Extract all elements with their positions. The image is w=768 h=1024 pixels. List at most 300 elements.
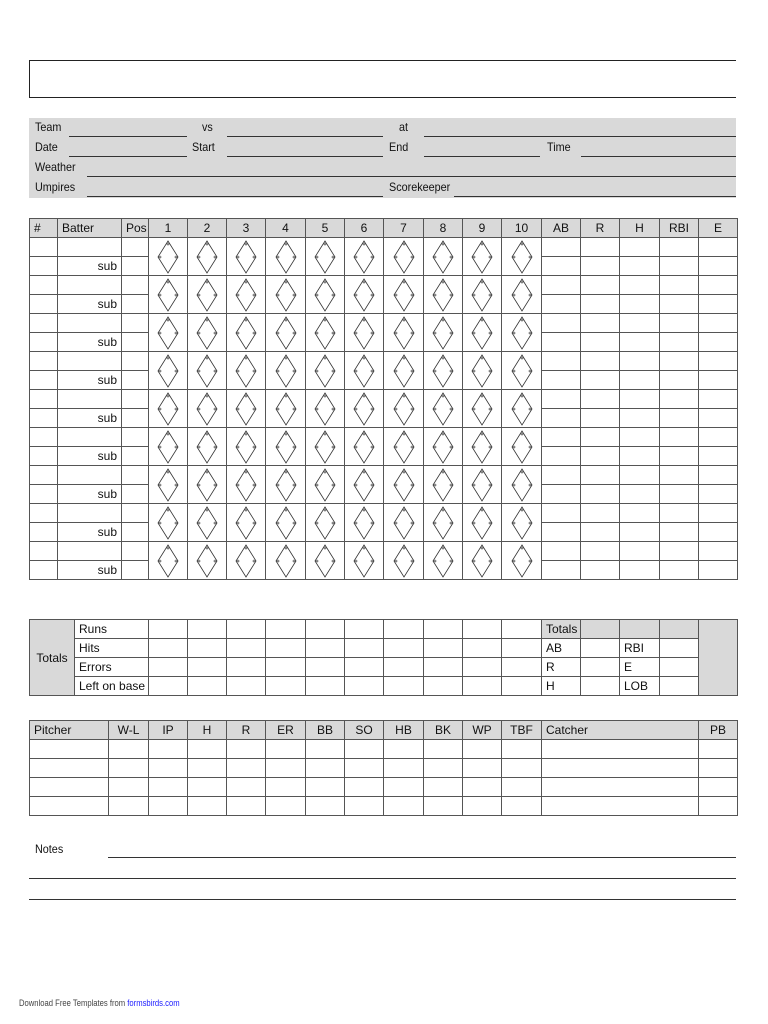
pitching-cell[interactable]	[502, 759, 542, 778]
inning-total-cell[interactable]	[463, 658, 502, 677]
inning-total-cell[interactable]	[227, 658, 266, 677]
stat-cell[interactable]	[542, 504, 581, 523]
inning-cell[interactable]	[227, 390, 266, 428]
inning-cell[interactable]	[227, 314, 266, 352]
inning-cell[interactable]	[227, 466, 266, 504]
position-cell[interactable]	[122, 295, 149, 314]
stat-cell[interactable]	[581, 409, 620, 428]
inning-cell[interactable]	[188, 238, 227, 276]
stat-cell[interactable]	[620, 352, 660, 371]
inning-cell[interactable]	[188, 466, 227, 504]
inning-cell[interactable]	[345, 352, 384, 390]
pitching-cell[interactable]	[149, 740, 188, 759]
inning-cell[interactable]	[463, 238, 502, 276]
position-cell[interactable]	[122, 428, 149, 447]
stat-cell[interactable]	[620, 485, 660, 504]
stat-cell[interactable]	[620, 333, 660, 352]
position-cell[interactable]	[122, 466, 149, 485]
inning-cell[interactable]	[188, 390, 227, 428]
pitching-cell[interactable]	[384, 778, 424, 797]
stat-cell[interactable]	[699, 352, 738, 371]
inning-cell[interactable]	[502, 314, 542, 352]
pitching-cell[interactable]	[266, 740, 306, 759]
pitching-cell[interactable]	[345, 778, 384, 797]
position-cell[interactable]	[122, 371, 149, 390]
inning-cell[interactable]	[149, 504, 188, 542]
stat-cell[interactable]	[660, 371, 699, 390]
stat-cell[interactable]	[542, 371, 581, 390]
sub-name-cell[interactable]: sub	[58, 295, 122, 314]
stat-cell[interactable]	[620, 295, 660, 314]
position-cell[interactable]	[122, 504, 149, 523]
inning-total-cell[interactable]	[306, 639, 345, 658]
pitching-cell[interactable]	[542, 759, 699, 778]
team-field[interactable]	[69, 136, 187, 137]
inning-cell[interactable]	[502, 390, 542, 428]
inning-cell[interactable]	[463, 390, 502, 428]
inning-cell[interactable]	[384, 314, 424, 352]
pitching-cell[interactable]	[30, 740, 109, 759]
inning-cell[interactable]	[306, 314, 345, 352]
inning-cell[interactable]	[502, 428, 542, 466]
inning-cell[interactable]	[306, 352, 345, 390]
inning-cell[interactable]	[266, 390, 306, 428]
inning-total-cell[interactable]	[306, 620, 345, 639]
inning-cell[interactable]	[502, 542, 542, 580]
inning-total-cell[interactable]	[502, 639, 542, 658]
pitching-cell[interactable]	[384, 759, 424, 778]
stat-cell[interactable]	[620, 523, 660, 542]
stat-cell[interactable]	[699, 523, 738, 542]
inning-total-cell[interactable]	[463, 677, 502, 696]
pitching-cell[interactable]	[266, 797, 306, 816]
stat-cell[interactable]	[581, 333, 620, 352]
inning-total-cell[interactable]	[345, 677, 384, 696]
inning-cell[interactable]	[306, 542, 345, 580]
inning-cell[interactable]	[188, 314, 227, 352]
pitching-cell[interactable]	[30, 797, 109, 816]
pitching-cell[interactable]	[188, 778, 227, 797]
inning-cell[interactable]	[345, 428, 384, 466]
pitching-cell[interactable]	[227, 759, 266, 778]
position-cell[interactable]	[122, 542, 149, 561]
stat-cell[interactable]	[581, 238, 620, 257]
pitching-cell[interactable]	[502, 778, 542, 797]
inning-cell[interactable]	[266, 504, 306, 542]
pitching-cell[interactable]	[149, 759, 188, 778]
pitching-cell[interactable]	[424, 797, 463, 816]
stat-cell[interactable]	[699, 409, 738, 428]
inning-total-cell[interactable]	[266, 658, 306, 677]
inning-total-cell[interactable]	[384, 658, 424, 677]
inning-cell[interactable]	[345, 466, 384, 504]
inning-cell[interactable]	[384, 390, 424, 428]
stat-cell[interactable]	[620, 238, 660, 257]
pitching-cell[interactable]	[188, 740, 227, 759]
inning-cell[interactable]	[188, 542, 227, 580]
pitching-cell[interactable]	[463, 778, 502, 797]
stat-cell[interactable]	[542, 257, 581, 276]
position-cell[interactable]	[122, 485, 149, 504]
inning-cell[interactable]	[463, 428, 502, 466]
stat-cell[interactable]	[699, 257, 738, 276]
stat-cell[interactable]	[581, 466, 620, 485]
pitching-cell[interactable]	[424, 740, 463, 759]
batter-number-cell[interactable]	[30, 352, 58, 371]
inning-cell[interactable]	[149, 238, 188, 276]
inning-total-cell[interactable]	[188, 620, 227, 639]
pitching-cell[interactable]	[424, 759, 463, 778]
pitching-cell[interactable]	[149, 797, 188, 816]
inning-cell[interactable]	[424, 238, 463, 276]
inning-cell[interactable]	[384, 466, 424, 504]
pitching-cell[interactable]	[699, 759, 738, 778]
pitching-cell[interactable]	[345, 797, 384, 816]
position-cell[interactable]	[122, 333, 149, 352]
stat-cell[interactable]	[542, 390, 581, 409]
inning-cell[interactable]	[502, 466, 542, 504]
stat-cell[interactable]	[620, 504, 660, 523]
stat-cell[interactable]	[620, 542, 660, 561]
inning-cell[interactable]	[424, 352, 463, 390]
stat-cell[interactable]	[699, 466, 738, 485]
batter-name-cell[interactable]	[58, 428, 122, 447]
stat-cell[interactable]	[620, 314, 660, 333]
inning-cell[interactable]	[149, 314, 188, 352]
stat-cell[interactable]	[660, 542, 699, 561]
stat-cell[interactable]	[542, 409, 581, 428]
form-title-box[interactable]	[29, 60, 736, 98]
inning-cell[interactable]	[188, 276, 227, 314]
pitching-cell[interactable]	[699, 797, 738, 816]
footer-link[interactable]: formsbirds.com	[127, 998, 180, 1008]
inning-cell[interactable]	[266, 314, 306, 352]
inning-cell[interactable]	[227, 238, 266, 276]
inning-total-cell[interactable]	[384, 639, 424, 658]
inning-cell[interactable]	[502, 352, 542, 390]
inning-cell[interactable]	[502, 238, 542, 276]
inning-cell[interactable]	[424, 276, 463, 314]
inning-total-cell[interactable]	[345, 658, 384, 677]
stat-cell[interactable]	[581, 257, 620, 276]
inning-cell[interactable]	[227, 428, 266, 466]
notes-line-1[interactable]	[108, 857, 736, 858]
batter-name-cell[interactable]	[58, 352, 122, 371]
inning-cell[interactable]	[502, 504, 542, 542]
sub-name-cell[interactable]: sub	[58, 561, 122, 580]
inning-cell[interactable]	[424, 314, 463, 352]
inning-total-cell[interactable]	[345, 639, 384, 658]
inning-cell[interactable]	[463, 352, 502, 390]
inning-cell[interactable]	[424, 466, 463, 504]
pitching-cell[interactable]	[463, 759, 502, 778]
sub-name-cell[interactable]: sub	[58, 371, 122, 390]
inning-cell[interactable]	[188, 352, 227, 390]
stat-cell[interactable]	[699, 561, 738, 580]
sub-name-cell[interactable]: sub	[58, 409, 122, 428]
batter-name-cell[interactable]	[58, 542, 122, 561]
inning-cell[interactable]	[345, 314, 384, 352]
position-cell[interactable]	[122, 352, 149, 371]
inning-cell[interactable]	[384, 504, 424, 542]
stat-cell[interactable]	[581, 504, 620, 523]
pitching-cell[interactable]	[542, 797, 699, 816]
stat-cell[interactable]	[620, 428, 660, 447]
stat-cell[interactable]	[660, 466, 699, 485]
position-cell[interactable]	[122, 314, 149, 333]
stat-cell[interactable]	[660, 409, 699, 428]
stat-cell[interactable]	[660, 390, 699, 409]
inning-cell[interactable]	[266, 276, 306, 314]
stat-cell[interactable]	[581, 447, 620, 466]
stat-cell[interactable]	[542, 314, 581, 333]
inning-cell[interactable]	[149, 390, 188, 428]
inning-cell[interactable]	[345, 276, 384, 314]
stat-cell[interactable]	[581, 523, 620, 542]
inning-cell[interactable]	[384, 542, 424, 580]
batter-number-cell[interactable]	[30, 238, 58, 257]
inning-cell[interactable]	[384, 238, 424, 276]
sub-name-cell[interactable]: sub	[58, 333, 122, 352]
inning-cell[interactable]	[345, 542, 384, 580]
inning-total-cell[interactable]	[424, 639, 463, 658]
batter-number-cell[interactable]	[30, 485, 58, 504]
pitching-cell[interactable]	[188, 797, 227, 816]
location-field[interactable]	[424, 136, 736, 137]
sub-name-cell[interactable]: sub	[58, 257, 122, 276]
stat-cell[interactable]	[620, 409, 660, 428]
stat-cell[interactable]	[542, 447, 581, 466]
end-field[interactable]	[424, 156, 540, 157]
batter-name-cell[interactable]	[58, 238, 122, 257]
position-cell[interactable]	[122, 257, 149, 276]
pitching-cell[interactable]	[306, 778, 345, 797]
batter-number-cell[interactable]	[30, 523, 58, 542]
stat-cell[interactable]	[660, 485, 699, 504]
stat-cell[interactable]	[660, 257, 699, 276]
stat-cell[interactable]	[620, 257, 660, 276]
inning-total-cell[interactable]	[384, 620, 424, 639]
inning-total-cell[interactable]	[502, 658, 542, 677]
pitching-cell[interactable]	[227, 740, 266, 759]
inning-total-cell[interactable]	[266, 677, 306, 696]
batter-number-cell[interactable]	[30, 390, 58, 409]
pitching-cell[interactable]	[542, 778, 699, 797]
inning-cell[interactable]	[306, 428, 345, 466]
inning-cell[interactable]	[384, 428, 424, 466]
inning-cell[interactable]	[266, 238, 306, 276]
batter-number-cell[interactable]	[30, 333, 58, 352]
stat-cell[interactable]	[542, 333, 581, 352]
sub-name-cell[interactable]: sub	[58, 447, 122, 466]
inning-cell[interactable]	[463, 314, 502, 352]
inning-total-cell[interactable]	[424, 620, 463, 639]
position-cell[interactable]	[122, 561, 149, 580]
stat-cell[interactable]	[620, 447, 660, 466]
inning-cell[interactable]	[345, 238, 384, 276]
stat-cell[interactable]	[699, 238, 738, 257]
stat-cell[interactable]	[542, 542, 581, 561]
pitching-cell[interactable]	[384, 740, 424, 759]
inning-cell[interactable]	[149, 352, 188, 390]
stat-cell[interactable]	[581, 371, 620, 390]
stat-cell[interactable]	[581, 428, 620, 447]
inning-total-cell[interactable]	[424, 677, 463, 696]
stat-cell[interactable]	[581, 295, 620, 314]
inning-cell[interactable]	[306, 466, 345, 504]
batter-name-cell[interactable]	[58, 390, 122, 409]
inning-total-cell[interactable]	[266, 620, 306, 639]
stat-cell[interactable]	[660, 447, 699, 466]
pitching-cell[interactable]	[463, 797, 502, 816]
stat-cell[interactable]	[699, 371, 738, 390]
stat-cell[interactable]	[581, 276, 620, 295]
stat-cell[interactable]	[542, 295, 581, 314]
inning-cell[interactable]	[149, 428, 188, 466]
inning-total-cell[interactable]	[227, 639, 266, 658]
inning-total-cell[interactable]	[266, 639, 306, 658]
pitching-cell[interactable]	[109, 797, 149, 816]
pitching-cell[interactable]	[542, 740, 699, 759]
inning-total-cell[interactable]	[463, 620, 502, 639]
inning-cell[interactable]	[227, 504, 266, 542]
stat-cell[interactable]	[581, 542, 620, 561]
batter-name-cell[interactable]	[58, 314, 122, 333]
notes-line-2[interactable]	[29, 878, 736, 879]
stat-cell[interactable]	[581, 314, 620, 333]
summary-value[interactable]	[660, 677, 699, 696]
inning-cell[interactable]	[463, 276, 502, 314]
position-cell[interactable]	[122, 523, 149, 542]
inning-total-cell[interactable]	[227, 677, 266, 696]
position-cell[interactable]	[122, 390, 149, 409]
stat-cell[interactable]	[660, 276, 699, 295]
pitching-cell[interactable]	[227, 797, 266, 816]
pitching-cell[interactable]	[463, 740, 502, 759]
batter-number-cell[interactable]	[30, 428, 58, 447]
stat-cell[interactable]	[542, 238, 581, 257]
inning-total-cell[interactable]	[149, 620, 188, 639]
scorekeeper-field[interactable]	[454, 196, 736, 197]
pitching-cell[interactable]	[502, 797, 542, 816]
stat-cell[interactable]	[660, 238, 699, 257]
stat-cell[interactable]	[660, 428, 699, 447]
inning-cell[interactable]	[384, 276, 424, 314]
stat-cell[interactable]	[660, 314, 699, 333]
batter-number-cell[interactable]	[30, 371, 58, 390]
stat-cell[interactable]	[660, 561, 699, 580]
batter-number-cell[interactable]	[30, 447, 58, 466]
stat-cell[interactable]	[542, 276, 581, 295]
batter-number-cell[interactable]	[30, 409, 58, 428]
pitching-cell[interactable]	[149, 778, 188, 797]
summary-value[interactable]	[581, 658, 620, 677]
summary-value[interactable]	[660, 639, 699, 658]
stat-cell[interactable]	[699, 333, 738, 352]
pitching-cell[interactable]	[306, 797, 345, 816]
stat-cell[interactable]	[660, 504, 699, 523]
sub-name-cell[interactable]: sub	[58, 523, 122, 542]
stat-cell[interactable]	[660, 295, 699, 314]
stat-cell[interactable]	[542, 523, 581, 542]
umpires-field[interactable]	[87, 196, 383, 197]
pitching-cell[interactable]	[109, 740, 149, 759]
stat-cell[interactable]	[581, 352, 620, 371]
pitching-cell[interactable]	[188, 759, 227, 778]
stat-cell[interactable]	[542, 485, 581, 504]
stat-cell[interactable]	[699, 542, 738, 561]
stat-cell[interactable]	[620, 561, 660, 580]
batter-number-cell[interactable]	[30, 561, 58, 580]
stat-cell[interactable]	[660, 333, 699, 352]
stat-cell[interactable]	[542, 466, 581, 485]
inning-cell[interactable]	[502, 276, 542, 314]
stat-cell[interactable]	[620, 371, 660, 390]
stat-cell[interactable]	[699, 447, 738, 466]
batter-number-cell[interactable]	[30, 542, 58, 561]
batter-number-cell[interactable]	[30, 504, 58, 523]
inning-total-cell[interactable]	[149, 658, 188, 677]
batter-name-cell[interactable]	[58, 276, 122, 295]
batter-name-cell[interactable]	[58, 466, 122, 485]
inning-cell[interactable]	[306, 238, 345, 276]
inning-cell[interactable]	[149, 542, 188, 580]
stat-cell[interactable]	[699, 295, 738, 314]
position-cell[interactable]	[122, 276, 149, 295]
position-cell[interactable]	[122, 238, 149, 257]
summary-value[interactable]	[581, 639, 620, 658]
inning-total-cell[interactable]	[345, 620, 384, 639]
inning-cell[interactable]	[266, 466, 306, 504]
position-cell[interactable]	[122, 447, 149, 466]
pitching-cell[interactable]	[345, 759, 384, 778]
pitching-cell[interactable]	[699, 778, 738, 797]
pitching-cell[interactable]	[345, 740, 384, 759]
inning-cell[interactable]	[227, 542, 266, 580]
inning-cell[interactable]	[266, 428, 306, 466]
inning-cell[interactable]	[463, 542, 502, 580]
stat-cell[interactable]	[699, 485, 738, 504]
summary-value[interactable]	[660, 658, 699, 677]
batter-number-cell[interactable]	[30, 276, 58, 295]
inning-total-cell[interactable]	[149, 677, 188, 696]
inning-cell[interactable]	[345, 504, 384, 542]
stat-cell[interactable]	[542, 561, 581, 580]
inning-cell[interactable]	[424, 504, 463, 542]
inning-cell[interactable]	[306, 276, 345, 314]
inning-cell[interactable]	[188, 428, 227, 466]
batter-number-cell[interactable]	[30, 257, 58, 276]
inning-cell[interactable]	[149, 276, 188, 314]
weather-field[interactable]	[87, 176, 736, 177]
batter-number-cell[interactable]	[30, 295, 58, 314]
batter-number-cell[interactable]	[30, 466, 58, 485]
inning-total-cell[interactable]	[188, 677, 227, 696]
inning-cell[interactable]	[306, 390, 345, 428]
pitching-cell[interactable]	[699, 740, 738, 759]
inning-cell[interactable]	[149, 466, 188, 504]
pitching-cell[interactable]	[227, 778, 266, 797]
pitching-cell[interactable]	[384, 797, 424, 816]
inning-total-cell[interactable]	[463, 639, 502, 658]
stat-cell[interactable]	[699, 428, 738, 447]
inning-cell[interactable]	[345, 390, 384, 428]
inning-cell[interactable]	[424, 542, 463, 580]
pitching-cell[interactable]	[109, 778, 149, 797]
inning-total-cell[interactable]	[188, 658, 227, 677]
inning-total-cell[interactable]	[424, 658, 463, 677]
stat-cell[interactable]	[660, 352, 699, 371]
